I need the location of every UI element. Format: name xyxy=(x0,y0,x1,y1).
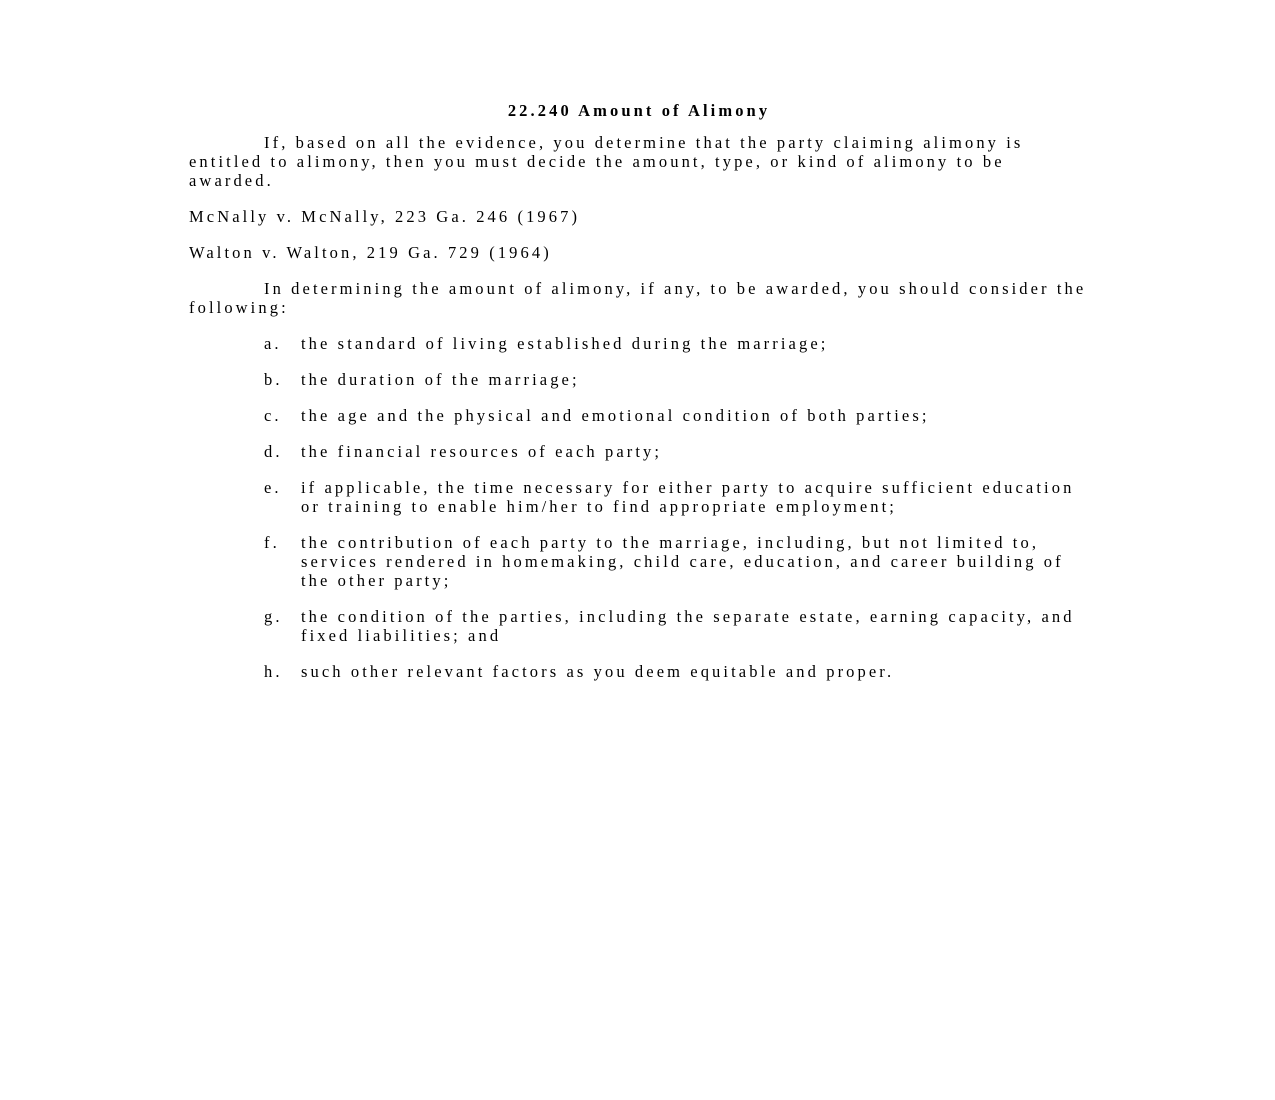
factor-item-c xyxy=(189,406,1089,425)
factor-text-h: such other relevant factors as you deem equitable and proper. xyxy=(301,662,895,681)
factor-text-e: if applicable, the time necessary for either party to acquire sufficient education or training to enable him/her to find appropriate employment; xyxy=(301,478,1075,516)
factor-label-b: b. xyxy=(264,370,283,389)
factor-label-c: c. xyxy=(264,406,282,425)
factor-text-a: the standard of living established during the marriage; xyxy=(301,334,829,353)
factor-text-d: the financial resources of each party; xyxy=(301,442,663,461)
citation-mcnally: McNally v. McNally, 223 Ga. 246 (1967) xyxy=(189,207,581,226)
factor-text-f: the contribution of each party to the marriage, including, but not limited to, services rendered in homemaking, child care, education, and career building of the other party; xyxy=(301,533,1064,590)
factor-label-a: a. xyxy=(264,334,282,353)
factor-item-g xyxy=(189,607,1089,645)
citation-walton: Walton v. Walton, 219 Ga. 729 (1964) xyxy=(189,243,552,262)
factor-item-f xyxy=(189,533,1089,590)
factor-label-f: f. xyxy=(264,533,280,552)
factor-text-b: the duration of the marriage; xyxy=(301,370,580,389)
factor-text-g: the condition of the parties, including the separate estate, earning capacity, and fixed liabilities; and xyxy=(301,607,1075,645)
factor-item-h xyxy=(189,662,1089,681)
factor-item-a xyxy=(189,334,1089,353)
factor-item-d xyxy=(189,442,1089,461)
intro-paragraph: If, based on all the evidence, you determine that the party claiming alimony is entitled to alimony, then you must decide the amount, type, or kind of alimony to be awarded. xyxy=(189,133,1024,190)
factor-label-h: h. xyxy=(264,662,283,681)
factor-label-d: d. xyxy=(264,442,283,461)
factor-label-e: e. xyxy=(264,478,282,497)
page-title: 22.240 Amount of Alimony xyxy=(507,101,771,120)
factor-item-e xyxy=(189,478,1089,516)
factors-list xyxy=(189,334,1089,681)
factor-item-b xyxy=(189,370,1089,389)
factor-text-c: the age and the physical and emotional condition of both parties; xyxy=(301,406,930,425)
consider-paragraph: In determining the amount of alimony, if any, to be awarded, you should consider the following: xyxy=(189,279,1087,317)
factor-label-g: g. xyxy=(264,607,283,626)
